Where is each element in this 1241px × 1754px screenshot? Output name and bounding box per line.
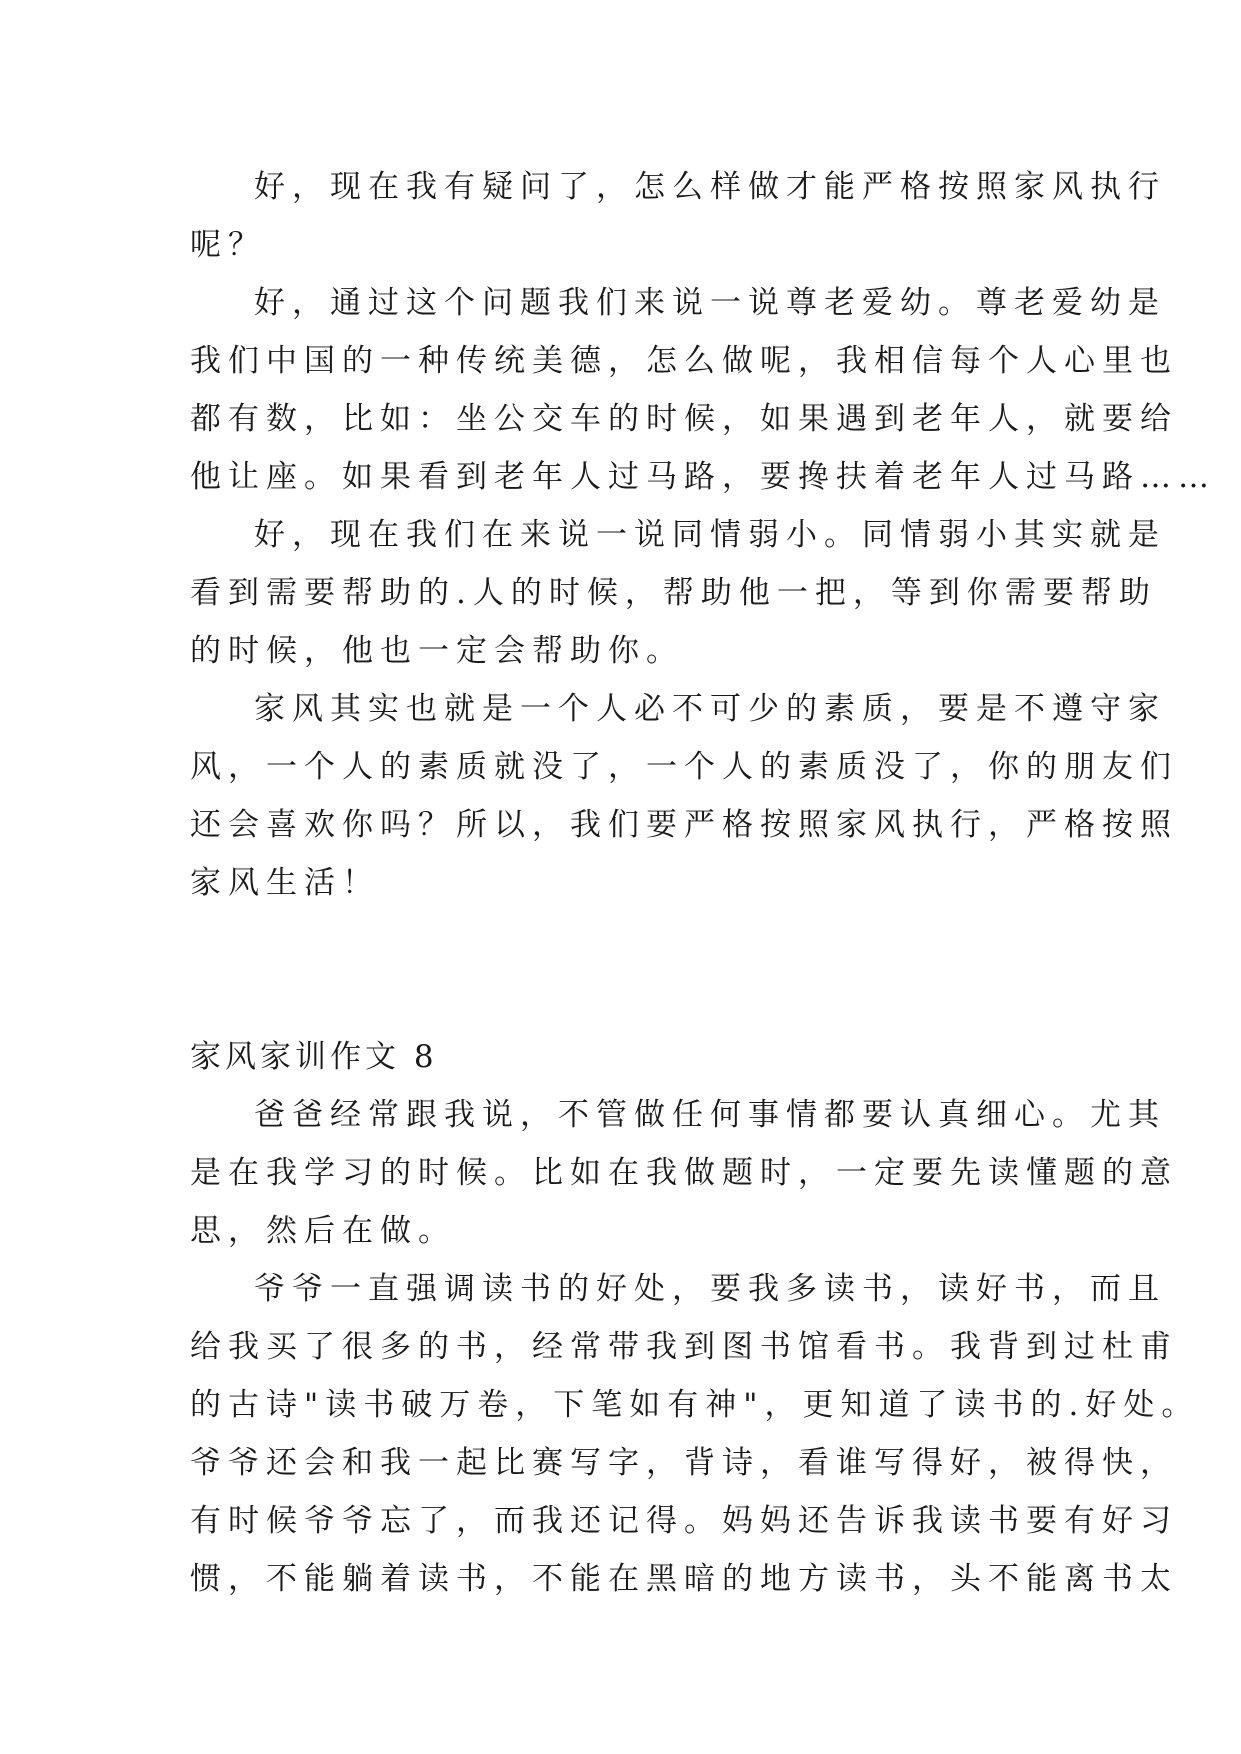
paragraph-line: 爸爸经常跟我说，不管做任何事情都要认真细心。尤其 xyxy=(254,1097,1166,1133)
paragraph-line: 的时候，他也一定会帮助你。 xyxy=(190,633,684,669)
paragraph-line: 好，通过这个问题我们来说一说尊老爱幼。尊老爱幼是 xyxy=(254,285,1166,321)
section-heading: 家风家训作文 8 xyxy=(190,1039,438,1075)
paragraph-line: 爷爷还会和我一起比赛写字，背诗，看谁写得好，被得快， xyxy=(190,1445,1178,1481)
section-spacer xyxy=(190,912,1060,1028)
paragraph-line: 他让座。如果看到老年人过马路，要搀扶着老年人过马路…… xyxy=(190,459,1216,495)
paragraph-line: 好，现在我们在来说一说同情弱小。同情弱小其实就是 xyxy=(254,517,1166,553)
paragraph-line: 我们中国的一种传统美德，怎么做呢，我相信每个人心里也 xyxy=(190,343,1178,379)
paragraph-line: 风，一个人的素质就没了，一个人的素质没了，你的朋友们 xyxy=(190,749,1178,785)
paragraph-line: 还会喜欢你吗？所以，我们要严格按照家风执行，严格按照 xyxy=(190,807,1178,843)
paragraph-line: 惯，不能躺着读书，不能在黑暗的地方读书，头不能离书太 xyxy=(190,1561,1178,1597)
paragraph-line: 看到需要帮助的.人的时候，帮助他一把，等到你需要帮助 xyxy=(190,575,1157,611)
paragraph-line: 的古诗"读书破万卷，下笔如有神"，更知道了读书的.好处。 xyxy=(190,1387,1200,1423)
paragraph-line: 家风其实也就是一个人必不可少的素质，要是不遵守家 xyxy=(254,691,1166,727)
paragraph-line: 呢？ xyxy=(190,227,266,263)
paragraph-line: 思，然后在做。 xyxy=(190,1213,456,1249)
paragraph-line: 爷爷一直强调读书的好处，要我多读书，读好书，而且 xyxy=(254,1271,1166,1307)
paragraph-line: 家风生活！ xyxy=(190,865,380,901)
paragraph-line: 是在我学习的时候。比如在我做题时，一定要先读懂题的意 xyxy=(190,1155,1178,1191)
paragraph-line: 都有数，比如：坐公交车的时候，如果遇到老年人，就要给 xyxy=(190,401,1178,437)
document-body xyxy=(190,158,1216,1608)
paragraph-line: 好，现在我有疑问了，怎么样做才能严格按照家风执行 xyxy=(254,169,1166,205)
paragraph-line: 有时候爷爷忘了，而我还记得。妈妈还告诉我读书要有好习 xyxy=(190,1503,1178,1539)
paragraph-line: 给我买了很多的书，经常带我到图书馆看书。我背到过杜甫 xyxy=(190,1329,1178,1365)
